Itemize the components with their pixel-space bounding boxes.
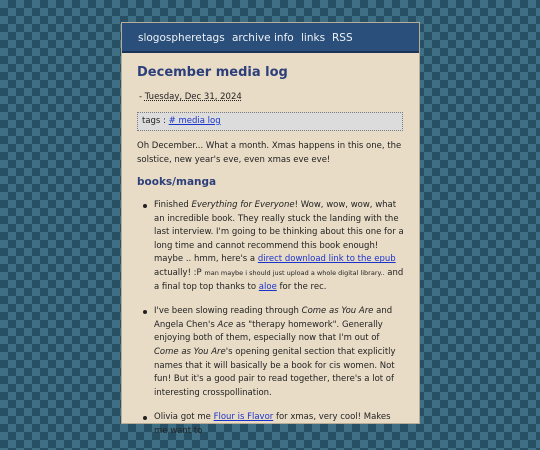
post-title: December media log bbox=[137, 65, 288, 80]
item-text: Olivia got me bbox=[154, 412, 214, 423]
item-text: and a final top top thanks to bbox=[154, 267, 404, 292]
list-item bbox=[137, 305, 405, 400]
book-title: Come as You Are bbox=[154, 346, 226, 357]
nav-link-archive[interactable]: archive bbox=[232, 32, 271, 44]
section-heading-books-manga: books/manga bbox=[137, 176, 217, 188]
date-prefix: - bbox=[139, 92, 145, 102]
tags-label: tags : bbox=[142, 116, 169, 126]
book-title: Everything for Everyone bbox=[191, 200, 295, 210]
list-item bbox=[137, 199, 405, 294]
item-text: ! Wow, wow, wow, what an incredible book. They really stuck the landing with the last interview. I'm going to be thinking about this one for a long time and cannot recommend this book enough! maybe .. hmm, here's a bbox=[154, 200, 404, 265]
aloe-link[interactable]: aloe bbox=[258, 281, 277, 292]
nav-link-info[interactable]: info bbox=[274, 32, 294, 44]
books-list bbox=[137, 199, 405, 450]
date-value: Tuesday, Dec 31, 2024 bbox=[144, 92, 242, 102]
list-item bbox=[137, 411, 405, 438]
small-aside-text: man maybe i should just upload a whole digital library.. bbox=[204, 268, 385, 277]
nav-link-links[interactable]: links bbox=[301, 32, 326, 44]
nav-link-tags[interactable]: tags bbox=[202, 32, 225, 44]
tags-box bbox=[137, 112, 403, 131]
intro-paragraph: Oh December... What a month. Xmas happens in this one, the solstice, new year's eve, even xmas eve eve! bbox=[137, 141, 402, 165]
nav-link-slogosphere[interactable]: slogosphere bbox=[138, 32, 202, 44]
top-nav bbox=[122, 23, 419, 53]
post-date bbox=[139, 92, 242, 103]
item-text: 's opening genital section that explicitly names that it will basically be a book for cis women. Not fun! But it's a good pair to read together, there's a lot of interesting crosspollination. bbox=[154, 346, 396, 398]
item-text: for the rec. bbox=[276, 281, 327, 292]
item-text: for xmas, very cool! Makes me want to bbox=[154, 412, 391, 436]
nav-link-rss[interactable]: RSS bbox=[332, 32, 353, 44]
epub-download-link[interactable]: direct download link to the epub bbox=[257, 254, 396, 265]
bullet-icon bbox=[143, 310, 147, 314]
flour-is-flavor-link[interactable]: Flour is Flavor bbox=[213, 412, 274, 423]
item-text: I've been slowing reading through bbox=[154, 306, 302, 317]
item-text: and Angela Chen's bbox=[154, 306, 393, 330]
tag-link-media-log[interactable]: # media log bbox=[168, 116, 221, 126]
bullet-icon bbox=[143, 416, 147, 420]
item-text: actually! :P bbox=[154, 267, 205, 278]
page-container bbox=[121, 22, 420, 436]
book-title: Ace bbox=[217, 319, 234, 330]
item-text: as "therapy homework". Generally enjoying both of them, especially now that I'm out of bbox=[154, 319, 383, 344]
book-title: Come as You Are bbox=[301, 306, 374, 317]
bullet-icon bbox=[143, 204, 147, 208]
item-text: Finished bbox=[154, 200, 192, 210]
